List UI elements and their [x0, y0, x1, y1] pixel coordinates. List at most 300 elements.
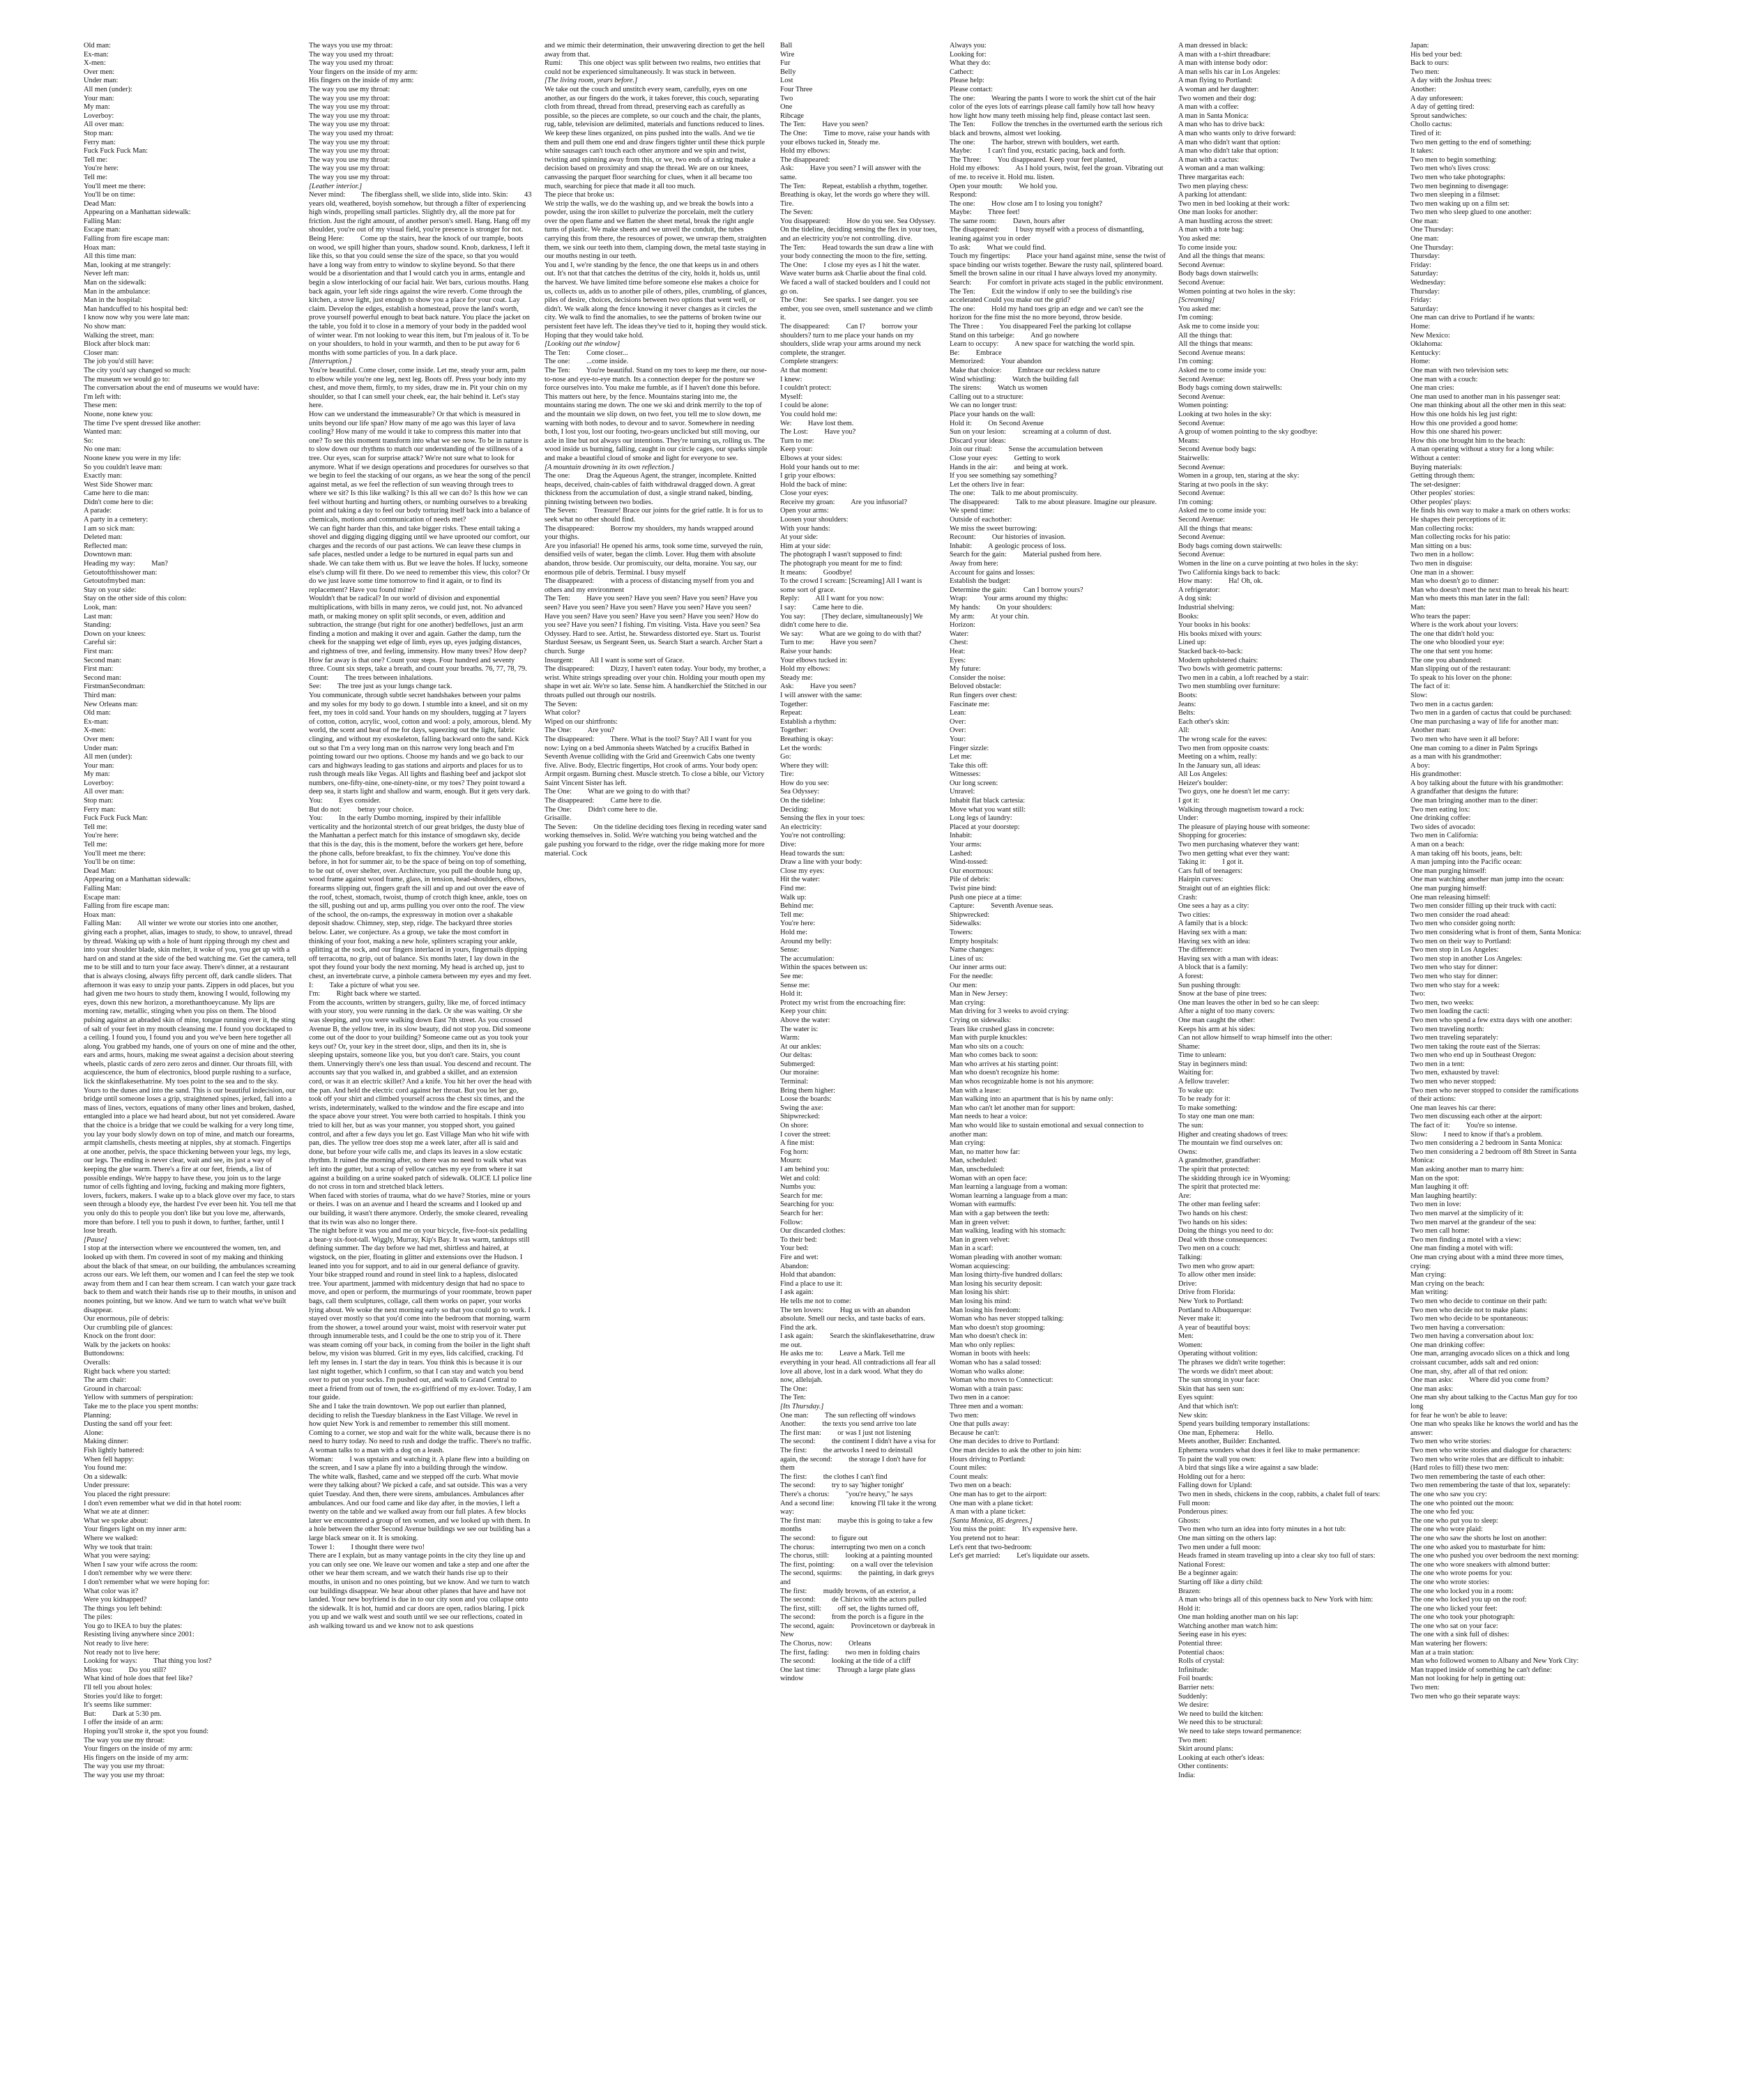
text-line: A man on a beach:: [1410, 841, 1465, 849]
text-line: Two men getting what ever they want:: [1178, 849, 1290, 858]
text-line: Man who sits on a couch:: [950, 1042, 1024, 1051]
text-line: His books mixed with yours:: [1178, 630, 1263, 638]
text-line: Complete strangers:: [780, 358, 839, 366]
text-line: Tired of it:: [1410, 129, 1442, 137]
text-line: The second: to figure out: [780, 1534, 868, 1542]
text-line: Capture: Seventh Avenue seas.: [950, 902, 1053, 911]
text-line: A woman talks to a man with a dog on a leash.: [309, 1447, 444, 1454]
text-line: Three men and a woman:: [950, 1403, 1023, 1411]
text-line: Your books in his books:: [1178, 621, 1251, 630]
text-line: Our enormous, pile of debris:: [84, 1315, 169, 1323]
text-line: What you were saying:: [84, 1552, 151, 1560]
text-line: Mourn:: [780, 1157, 802, 1165]
text-line: Saturday:: [1410, 305, 1438, 313]
text-line: [Screaming]: [1178, 296, 1215, 305]
text-line: Second Avenue:: [1178, 279, 1226, 287]
text-line: A family that is a block:: [1178, 920, 1249, 928]
text-line: It means: Goodbye!: [780, 568, 853, 577]
text-line: Look, man:: [84, 604, 117, 611]
text-line: A fellow traveler:: [1178, 1078, 1230, 1086]
text-line: It's seems like summer:: [84, 1701, 152, 1710]
text-line: Two men in a tent:: [1410, 1060, 1465, 1068]
text-line: Second Avenue:: [1178, 261, 1226, 269]
text-line: Loverboy:: [84, 112, 114, 120]
text-line: Two men consider filling up their truck with cacti:: [1410, 902, 1557, 911]
text-line: Sea Odyssey:: [780, 788, 820, 796]
text-line: Chollo cactus:: [1410, 121, 1452, 129]
text-line: Man walking into an apartment that is his by name only:: [950, 1095, 1113, 1104]
text-line: All over man:: [84, 788, 124, 796]
text-line: No one man:: [84, 446, 121, 454]
text-line: Other continents:: [1178, 1763, 1228, 1771]
text-line: A man who didn't take that option:: [1178, 147, 1279, 155]
text-line: Suddenly:: [1178, 1692, 1208, 1700]
text-line: Two men:: [1178, 1736, 1208, 1744]
text-line: A man with a cactus:: [1178, 155, 1240, 164]
text-line: You're here:: [84, 165, 119, 173]
text-line: You and I, we're standing by the fence, the one that keeps us in and others out. It's not that that catches the detritus of the city, holds it, holds us, until the harvest. We have limited time before someone else makes a choice for us, collects us, adds us to another pile of others, piles, crumbling, of glances, piles of desire, choices, decisions between two options that went well, or didn't. We walk along the fence knowing it never changes as it circles the city. We walk to find the anomalies, to see the patterns of broken twine our persistent feet have left. The ideas they've tied to it, hoping they would stick. Hoping that they would take hold.: [545, 261, 769, 340]
text-line: Home:: [1410, 323, 1431, 330]
text-line: Hold my elbows:: [780, 665, 830, 674]
text-line: Two bowls with geometric patterns:: [1178, 665, 1283, 674]
text-line: The second: try to say 'higher tonight': [780, 1482, 904, 1490]
text-line: Tower 1: I thought there were two!: [309, 1543, 425, 1551]
text-line: The Seven: On the tideline deciding toes flexing in receding water sand working themselves in. Solid. We're watching you being watched and the gale pushing you forward to the ridge, over the ridge making more for more material. Cock: [545, 823, 768, 858]
text-line: Two men beginning to disengage:: [1410, 182, 1509, 190]
text-line: A man who didn't want that option:: [1178, 138, 1281, 146]
text-line: Snow at the base of pine trees:: [1178, 990, 1267, 998]
text-line: How do you see:: [780, 779, 830, 787]
text-line: Loosen your shoulders:: [780, 516, 848, 524]
text-line: The time I've spent dressed like another:: [84, 419, 201, 427]
text-line: Man:: [1410, 604, 1426, 611]
text-line: Slow: I need to know if that's a problem.: [1410, 1130, 1543, 1139]
text-line: Man not looking for help in getting out:: [1410, 1675, 1526, 1683]
text-line: All the things that means:: [1178, 340, 1253, 349]
text-line: [The living room, years before.]: [545, 77, 638, 85]
text-line: Calling out to a structure:: [950, 393, 1024, 401]
text-line: A man who has to drive back:: [1178, 121, 1265, 129]
text-line: I knew:: [780, 375, 802, 383]
text-line: We miss the sweet burrowing:: [950, 524, 1037, 533]
text-line: The second: de Chirico with the actors pulled: [780, 1596, 927, 1604]
text-line: Man losing thirty-five hundred dollars:: [950, 1271, 1063, 1279]
text-line: Ex-man:: [84, 717, 109, 726]
text-line: Two men:: [1410, 68, 1440, 76]
text-line: The arm chair:: [84, 1376, 127, 1385]
text-line: Woman with earmuffs:: [950, 1201, 1017, 1209]
text-line: One man bringing another man to the diner:: [1410, 797, 1538, 805]
text-line: The one: Wearing the pants I wore to work the shirt cut of the hair color of the eyes lots of earrings please call family how tall how heavy how light how many teeth missing help find, please contact last seen.: [950, 94, 1158, 120]
text-line: Abandon:: [780, 1262, 809, 1270]
text-line: Two men who never stopped to consider the ramifications of their actions:: [1410, 1086, 1581, 1104]
text-line: I am so sick man:: [84, 524, 135, 533]
text-line: Man collecting rocks for his patio:: [1410, 533, 1511, 542]
text-line: Two men in a cabin, a loft reached by a stair:: [1178, 674, 1309, 682]
text-line: Finger sizzle:: [950, 744, 989, 752]
text-line: Wouldn't that be radical? In our world of division and exponential multiplications, with bills in many zeros, we could just, not. No advanced math, or making money on split split seconds, or even, addition and subtraction, the strange (but right for one another) bedfellows, just an arm finding a motion and making it over and again. Gather the damp, turn the cheek for the snapping wet edge of limb, eyes up, eyes judging distances, and rightness of tree, and feeling, immensity. How many trees? How deep? How far away is that one? Count your steps. Four hundred and seventy three. Count six steps, take a breath, and count your breaths. 76, 77, 78, 79.: [309, 595, 528, 674]
text-line: I offer the inside of an arm:: [84, 1719, 164, 1727]
text-line: Towers:: [950, 928, 973, 936]
text-line: Man handcuffed to his hospital bed:: [84, 305, 188, 313]
text-line: Fire and wet:: [780, 1253, 819, 1261]
text-line: Where they will:: [780, 761, 829, 770]
text-line: Raise your hands:: [780, 647, 832, 655]
text-line: The night before it was you and me on your bicycle, five-foot-six pedalling a bear-y six-foot-tall. Wiggly, Murray, Kip's Bay. It was warm, tanktops still defining summer. The day before we had met, shirtless and haired, at wigstock, on the pier, floating in glitter and extensions over the Hudson. I leaned into you for support, and to aid in our general defiance of gravity. Your bike strapped round and round in steel link to a hapless, dislocated tree. Your apartment, jammed with midcentury design that had no space to move, and open or perform, the murmurings of your roommate, brown paper bags, call them sculptures, collage, call them works on paper, your works lying about. We woke the next morning early so that you could go to work. I stayed over mostly so that you'd come into the bedroom that morning, warm from the shower, a towel around your waist, moist with reservoir water put through innumerable tests, and I could be the one to strip you of it. There was steam coming off your back, in coming from the boiler in the light shaft below, my vision was blurred. Grit in my eyes, lids calcified, cracking. I'd left my lenses in. I start the day in tears. You think this is because it is our last night together, which I confirm, so that I can stay and watch you bend over to put on your socks. I'm pushed out, and walk to Grand Central to meet a friend from out of town, the ex-girlfriend of my ex-lover. Today, I am tour guide.: [309, 1227, 534, 1402]
text-line: Place your hands on the wall:: [950, 410, 1035, 418]
text-line: With your hands:: [780, 524, 830, 533]
text-line: I'm coming:: [1178, 498, 1214, 506]
text-line: Ask me to come inside you:: [1178, 323, 1260, 330]
text-line: Second Avenue means:: [1178, 349, 1246, 357]
text-line: Standing:: [84, 621, 112, 630]
text-line: We need to take steps toward permanence:: [1178, 1728, 1302, 1735]
text-line: Buttondowns:: [84, 1350, 125, 1358]
text-line: You'll be on time:: [84, 858, 135, 867]
text-line: Second Avenue:: [1178, 463, 1226, 471]
text-line: Two men call home:: [1410, 1227, 1470, 1235]
text-line: Fuck Fuck Fuck Man:: [84, 147, 149, 155]
text-line: A party in a cemetery:: [84, 516, 149, 524]
text-line: Who tears the paper:: [1410, 612, 1471, 621]
text-line: Hoax man:: [84, 243, 116, 252]
text-line: Shipwrecked:: [780, 1113, 821, 1121]
text-line: Man who arrives at his starting point:: [950, 1060, 1058, 1068]
text-line: [Pause]: [84, 1235, 107, 1244]
text-line: Submerged:: [780, 1060, 816, 1068]
text-line: One man has to get to the airport:: [950, 1490, 1047, 1498]
text-line: Two men, exhausted by travel:: [1410, 1069, 1500, 1077]
text-line: The Chorus, now: Orleans: [780, 1640, 872, 1648]
text-line: We take out the couch and unstitch every seam, carefully, eyes on one another, as our fingers do the work, it takes forever, this couch, separating cloth from thread, thread from thread, preserving each as carefully as possible, so the pieces are complete, so our couch and the chair, the plants, rug, table, television are delimited, materials and functions reduced to lines. We keep these lines organized, on pins pushed into the walls. And we tie them and pull them one end and draw fingers tighter until these thick purple white sausages can't touch each other anymore and we spin and twist, twisting and spinning away from this, or we, two ends of a string make a decision based on proximity and snap the thread. We are on our knees, canvassing the parquet floor searching for clues, when it all became too much, searching for piece that made it all too much.: [545, 85, 767, 190]
text-line: The ways you use my throat:: [309, 42, 393, 50]
text-line: Because he can't:: [950, 1429, 1000, 1437]
text-line: The one who locked you in a room:: [1410, 1587, 1514, 1595]
text-line: The one: Hold my hand toes grip an edge and we can't see the horizon for the fine mist the no more beyond, throw beside.: [950, 305, 1145, 322]
text-line: I know now why you were late man:: [84, 314, 190, 322]
text-line: I grip your elbows:: [780, 472, 836, 480]
text-line: The Ten: Repeat, establish a rhythm, together. Breathing is okay, let the words go where they will. Tire.: [780, 182, 931, 208]
text-line: One man with a plane ticket:: [950, 1499, 1033, 1507]
text-line: I ask again: Search the skinflakesethatrine, draw me out.: [780, 1332, 937, 1349]
text-line: Second Avenue:: [1178, 375, 1226, 383]
text-line: You're beautiful. Come closer, come inside. Let me, steady your arm, palm to elbow while you're one leg, next leg. Boots off. Press your body into my chest, and move them, firmly, to my sides, draw me in. Pit your chin on my shoulder, so that I can smell your cheek, ear, the hair behind it. Let's stay here.: [309, 366, 529, 410]
text-line: Count: The trees between inhalations.: [309, 674, 433, 682]
text-line: Two cities:: [1178, 911, 1210, 919]
text-line: On the tideline:: [780, 797, 825, 805]
text-line: Deciding:: [780, 805, 809, 814]
text-line: Means:: [1178, 436, 1200, 445]
text-line: The sun strong in your face:: [1178, 1376, 1260, 1385]
text-line: A man with intense body odor:: [1178, 59, 1268, 68]
text-line: To allow other men inside:: [1178, 1271, 1256, 1279]
text-line: Two men on a couch:: [1178, 1245, 1241, 1253]
text-line: One: [780, 103, 793, 112]
text-line: Old man:: [84, 42, 111, 50]
text-line: A man who brings all of this openness back to New York with him:: [1178, 1596, 1373, 1604]
text-line: Two men marvel at the grandeur of the sea:: [1410, 1218, 1537, 1226]
text-line: Man needs to hear a voice:: [950, 1113, 1028, 1121]
text-line: You're here:: [84, 832, 119, 840]
text-line: Dive:: [780, 841, 797, 849]
text-line: Two men waking up on a film set:: [1410, 199, 1510, 208]
text-line: One man finding a motel with wifi:: [1410, 1245, 1514, 1253]
text-line: Search: For comfort in private acts staged in the public environment.: [950, 279, 1164, 287]
text-line: The Ten: Exit the window if only to see the building's rise accelerated Could you make out the grid?: [950, 287, 1134, 305]
text-line: Respond:: [950, 191, 977, 199]
text-line: Woman with an open face:: [950, 1174, 1028, 1182]
text-line: What color was it?: [84, 1587, 139, 1595]
text-line: Run fingers over chest:: [950, 691, 1017, 699]
text-line: Talking:: [1178, 1253, 1203, 1261]
text-line: The one who locked you up on the roof:: [1410, 1596, 1527, 1604]
text-column-1: [84, 42, 296, 2071]
text-line: A bird that sings like a wire against a saw blade:: [1178, 1464, 1318, 1473]
text-line: For the needle:: [950, 972, 994, 980]
text-line: Two men traveling separately:: [1410, 1034, 1498, 1042]
text-line: The other man feeling safer:: [1178, 1201, 1261, 1209]
text-line: Asked me to come inside you:: [1178, 507, 1267, 515]
text-line: A parking lot attendant:: [1178, 191, 1247, 199]
text-line: Our crumbling pile of glances:: [84, 1323, 173, 1332]
text-line: When faced with stories of trauma, what do we have? Stories, mine or yours or theirs. I was on an avenue and I heard the screams and I looked up and our building, it wasn't there anymore. Orderly, the smoke cleared, revealing that its twin was also no longer there.: [309, 1192, 533, 1226]
text-line: Downtown man:: [84, 551, 132, 559]
text-line: The accumulation:: [780, 954, 835, 963]
text-line: India:: [1178, 1771, 1196, 1779]
text-line: I cover the street:: [780, 1130, 831, 1139]
text-line: Two men who sleep glued to one another:: [1410, 208, 1532, 217]
text-line: Stacked back-to-back:: [1178, 647, 1243, 655]
text-line: The one: Talk to me about promiscuity.: [950, 489, 1078, 498]
text-line: The one who sat on your face:: [1410, 1622, 1498, 1630]
text-line: One man with a couch:: [1410, 375, 1478, 383]
text-line: Two sides of avocado:: [1410, 823, 1476, 831]
text-line: After a night of too many covers:: [1178, 1007, 1275, 1016]
text-line: Over:: [950, 717, 966, 726]
text-line: Man who meets this man later in the fall:: [1410, 595, 1530, 603]
text-line: Man with a lease:: [950, 1086, 1001, 1095]
text-line: The one: How close am I to losing you tonight?: [950, 199, 1103, 208]
text-line: Search for me:: [780, 1192, 823, 1200]
text-line: Man who only replies:: [950, 1341, 1015, 1349]
text-line: Doing the things you need to do:: [1178, 1227, 1274, 1235]
text-line: Two men to begin something:: [1410, 155, 1497, 164]
text-line: The chorus: interrupting two men on a conch: [780, 1543, 926, 1551]
text-line: [Santa Monica, 85 degrees.]: [950, 1516, 1033, 1525]
text-line: You'll be on time:: [84, 191, 135, 199]
text-line: Two men discussing each other at the airport:: [1410, 1113, 1542, 1121]
text-line: A man with a tote bag:: [1178, 226, 1245, 234]
text-line: Man crying:: [950, 998, 986, 1007]
text-line: Two men who stay for dinner:: [1410, 964, 1498, 972]
text-line: His fingers on the inside of my arm:: [309, 77, 414, 85]
text-line: One man leaves the other in bed so he can sleep:: [1178, 998, 1319, 1007]
text-line: At that moment:: [780, 366, 828, 374]
text-line: Industrial shelving:: [1178, 604, 1235, 611]
text-line: I: Take a picture of what you see.: [309, 981, 420, 989]
text-line: Two men who decide to be spontaneous:: [1410, 1315, 1528, 1323]
text-line: But: Dark at 5:30 pm.: [84, 1710, 162, 1718]
text-line: The water is:: [780, 1025, 819, 1033]
text-line: All:: [1178, 726, 1190, 735]
text-line: Two women and their dog:: [1178, 94, 1256, 102]
text-line: Last man:: [84, 612, 113, 621]
text-line: Another: the texts you send arrive too late: [780, 1420, 917, 1429]
text-line: Meeting on a whim, really:: [1178, 753, 1257, 761]
text-line: [A mountain drowning in its own reflection.]: [545, 463, 674, 471]
text-line: The one who saw the shorts he lost on another:: [1410, 1534, 1547, 1542]
text-line: When I saw your wife across the room:: [84, 1560, 198, 1569]
text-line: Unravel:: [950, 788, 975, 796]
text-line: I am behind you:: [780, 1166, 830, 1173]
text-line: Where is the work about your lovers:: [1410, 621, 1519, 630]
text-line: Two men playing chess:: [1178, 182, 1249, 190]
text-line: One man used to another man in his passenger seat:: [1410, 393, 1560, 401]
text-line: How many: Ha! Oh, ok.: [1178, 577, 1263, 586]
text-line: Buying materials:: [1410, 463, 1463, 471]
text-line: Escape man:: [84, 893, 121, 901]
text-line: Two men in a hollow:: [1410, 551, 1475, 559]
text-line: The way you use my throat:: [84, 1771, 165, 1779]
text-line: Man who followed women to Albany and New York City:: [1410, 1657, 1579, 1666]
text-line: Closer man:: [84, 349, 119, 357]
text-line: Your man:: [84, 761, 114, 770]
text-line: All the things that:: [1178, 331, 1233, 340]
text-line: So you couldn't leave man:: [84, 463, 162, 471]
text-line: I don't remember what we were hoping for:: [84, 1578, 210, 1586]
text-line: A boy:: [1410, 761, 1431, 770]
text-line: Home:: [1410, 358, 1431, 366]
text-line: I'm coming:: [1178, 314, 1214, 322]
text-line: Tire:: [780, 770, 794, 779]
text-line: Higher and creating shadows of trees:: [1178, 1130, 1288, 1139]
text-line: First man:: [84, 665, 114, 674]
text-line: Woman pleading with another woman:: [950, 1253, 1063, 1261]
text-line: The Ten: Head towards the sun draw a line with your body connecting the moon to the fire, setting.: [780, 243, 936, 261]
text-line: Miss you: Do you still?: [84, 1666, 167, 1674]
text-line: The way you use my throat:: [84, 1736, 165, 1744]
text-line: The way you use my throat:: [309, 85, 390, 93]
text-line: Rumi: This one object was split between two realms, two entities that could not be experienced simultaneously. It was stuck in between.: [545, 59, 763, 76]
text-line: Women in the line on a curve pointing at two holes in the sky:: [1178, 560, 1359, 568]
text-line: Falling from fire escape man:: [84, 235, 169, 243]
text-line: One that pulls away:: [950, 1420, 1010, 1429]
text-line: Hoax man:: [84, 911, 116, 919]
text-line: Wednesday:: [1410, 279, 1446, 287]
text-line: Dead Man:: [84, 199, 116, 208]
text-line: Lean:: [950, 709, 966, 717]
text-line: Two men remembering the taste of each other:: [1410, 1473, 1546, 1481]
text-line: Two men who decide to continue on their path:: [1410, 1297, 1548, 1305]
text-line: Ball: [780, 42, 793, 50]
text-line: Join our ritual: Sense the accumulation between: [950, 446, 1103, 454]
text-line: Lost: [780, 77, 793, 85]
text-line: Fur: [780, 59, 791, 68]
text-line: How this one holds his leg just right:: [1410, 410, 1518, 418]
text-line: A man with a plane ticket:: [950, 1508, 1026, 1516]
text-line: Two men eating lox:: [1410, 805, 1470, 814]
text-line: The way you use my throat:: [309, 94, 390, 102]
text-line: I'm coming:: [1178, 358, 1214, 366]
text-line: Our men:: [950, 981, 977, 989]
text-line: Didn't come here to die:: [84, 498, 153, 506]
text-line: Wiped on our shirtfronts:: [545, 717, 618, 726]
text-line: Draw a line with your body:: [780, 858, 862, 867]
text-line: Stop man:: [84, 129, 114, 137]
text-line: The Seven:: [545, 700, 578, 708]
text-line: You communicate, through subtle secret handshakes between your palms and my soles for my body to go down. I stumble into a kneel, and sit on my feet, my toes in cold sand. Your hands on my shoulders, tugging at 7 layers of cotton, cotton, acrylic, wool, cotton and wool: a poly, amorous, blend. My world, the scent and heat of me for days, squeezing out the light, fabric clinging, and without my exoskeleton, falling backward onto the sand. Kick out so that I'm a very long man on this narrow very long beach and I'm pointing toward our two options. Choose my hands and we go back to our cars and highways leading to gas stations and airports and places for us to rush through meals like Vegas. All lights and flashing beef and jackpot slot numbers, one-fifty-nine, one-ninety-nine, or my toes? They point toward a deep sea, it starts light and shallow and warm, enough. But it gets very dark.: [309, 691, 533, 796]
text-line: Block after block man:: [84, 340, 151, 349]
text-line: There's a chorus: "you're heavy," he says: [780, 1490, 913, 1498]
text-line: Two men who write stories and dialogue for characters:: [1410, 1447, 1572, 1454]
text-line: Recount: Our histories of invasion.: [950, 533, 1066, 542]
text-line: The one who put you to sleep:: [1410, 1516, 1498, 1525]
text-line: Third man:: [84, 691, 116, 699]
text-line: Yellow with summers of perspiration:: [84, 1394, 194, 1402]
text-line: The one: ...come inside.: [545, 358, 629, 366]
text-line: The one that didn't hold you:: [1410, 630, 1494, 638]
text-line: Cars full of teenagers:: [1178, 867, 1243, 875]
text-line: Second Avenue:: [1178, 393, 1226, 401]
text-line: Two men under a full moon:: [1178, 1543, 1261, 1551]
text-line: Ferry man:: [84, 138, 116, 146]
text-line: One man can drive to Portland if he wants:: [1410, 314, 1535, 322]
text-line: Ribcage: [780, 112, 805, 120]
text-line: His fingers on the inside of my arm:: [84, 1753, 189, 1762]
text-line: Falling Man:: [84, 217, 121, 225]
text-line: The one who took your photograph:: [1410, 1613, 1515, 1622]
text-line: Tell me:: [84, 173, 108, 181]
text-line: Having sex with an idea:: [1178, 937, 1251, 945]
text-line: The One: Didn't come here to die.: [545, 805, 658, 814]
text-line: Breathing is okay:: [780, 735, 834, 743]
text-line: Protect my wrist from the encroaching fire:: [780, 998, 906, 1007]
text-line: Two men who's lives cross:: [1410, 165, 1491, 173]
text-line: One man with two television sets:: [1410, 366, 1509, 374]
text-line: Walking the street, man:: [84, 331, 155, 340]
text-line: Deleted man:: [84, 533, 123, 542]
text-line: Woman: I was upstairs and watching it. A plane flew into a building on the screen, and I saw a plane fly into a building through the window.: [309, 1455, 531, 1473]
text-line: To the crowd I scream: [Screaming] All I want is some sort of grace.: [780, 577, 924, 594]
text-line: Hold it: On Second Avenue: [950, 419, 1044, 427]
text-line: One man purchasing a way of life for another man:: [1410, 717, 1559, 726]
text-line: One man sitting on the others lap:: [1178, 1534, 1277, 1542]
text-line: The One: Time to move, raise your hands with your elbows tucked in, Steady me.: [780, 129, 932, 146]
text-line: It takes:: [1410, 147, 1434, 155]
text-line: To come inside you:: [1178, 243, 1238, 252]
text-line: Two men remembering the taste of that lox, separately:: [1410, 1482, 1571, 1490]
text-line: Two men who go their separate ways:: [1410, 1692, 1521, 1700]
text-line: Having sex with a man:: [1178, 928, 1247, 936]
text-line: Without a center:: [1410, 454, 1461, 462]
text-line: At your side:: [780, 533, 819, 542]
text-line: Lines of us:: [950, 954, 984, 963]
text-line: Second Avenue:: [1178, 533, 1226, 542]
text-line: The conversation about the end of museums we would have:: [84, 384, 259, 393]
text-line: [Its Thursday.]: [780, 1403, 824, 1411]
text-line: The second: looking at the tide of a cliff: [780, 1657, 911, 1666]
text-line: Your fingers on the inside of my arm:: [309, 68, 418, 76]
text-line: Noone, none knew you:: [84, 410, 153, 418]
text-line: The first, fading: two men in folding chairs: [780, 1648, 920, 1657]
text-line: Wrap: Your arms around my thighs:: [950, 595, 1068, 603]
text-line: A man jumping into the Pacific ocean:: [1410, 858, 1522, 867]
text-line: Two men in a cactus garden:: [1410, 700, 1494, 708]
text-line: Overalls:: [84, 1359, 111, 1367]
text-line: The One:: [780, 1385, 807, 1393]
text-line: Two men who end up in Southeast Oregon:: [1410, 1051, 1537, 1060]
text-line: The way you use my throat:: [309, 173, 390, 181]
